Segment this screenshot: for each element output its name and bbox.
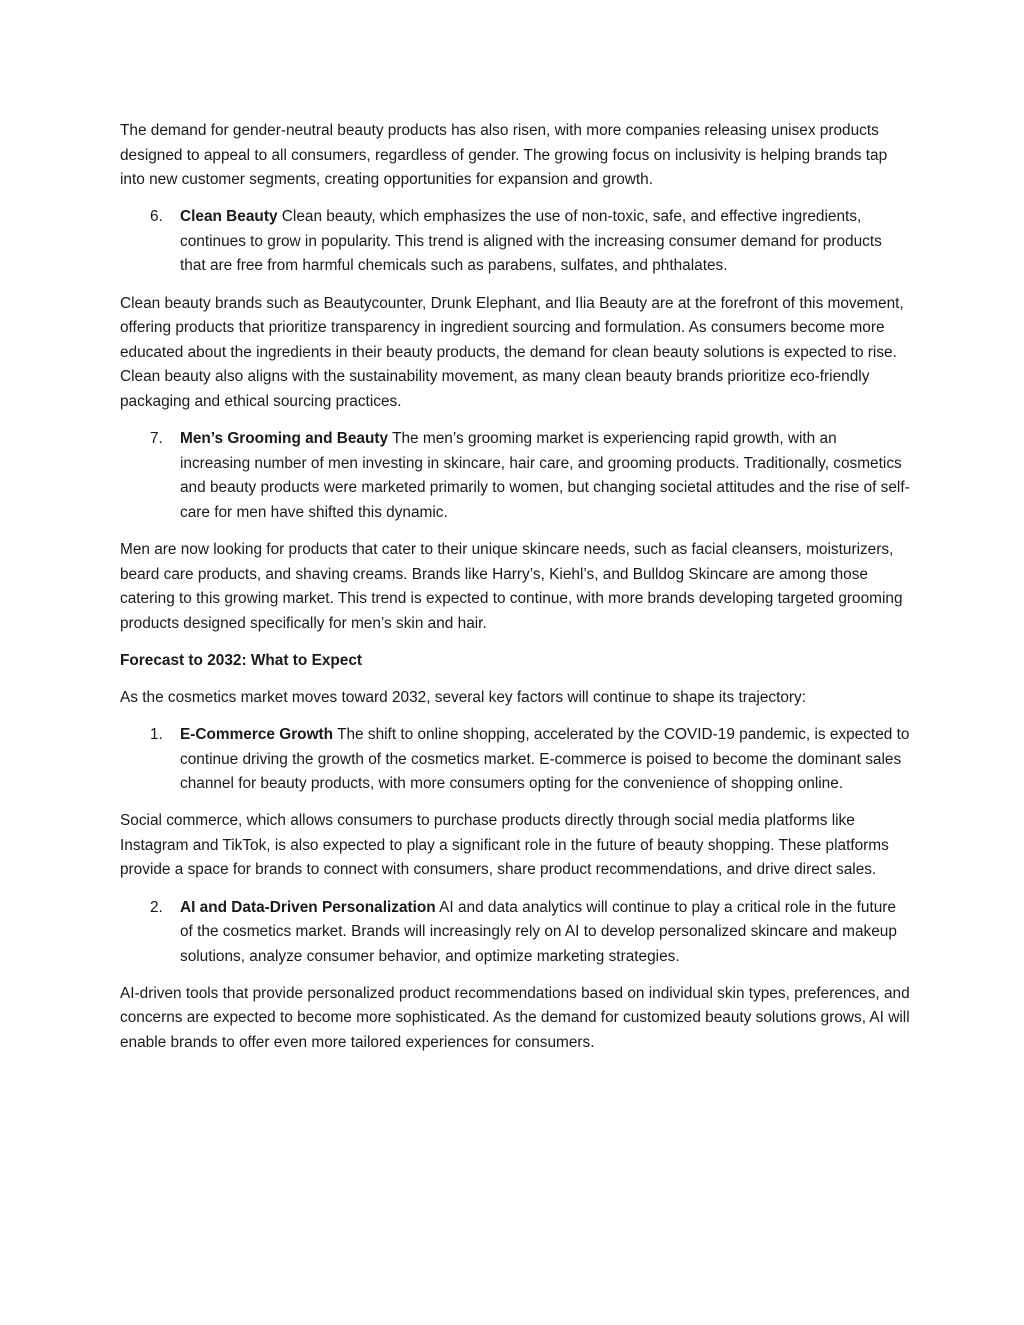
list-item-text: The shift to online shopping, accelerated by the COVID-19 pandemic, is expected to continue driving the growth of the cosmetics market. E-commerce is poised to become the dominant sales channel for beauty products, with more consumers opting for the convenience of shopping online. [180,725,910,793]
list-number: 7. [150,430,163,448]
paragraph-men-products: Men are now looking for products that cater to their unique skincare needs, such as facial cleansers, moisturizers, beard care products, and shaving creams. Brands like Harry’s, Kiehl’s, and Bulldog Skincare are among those catering to this growing market. This trend is expected to continue, with more brands developing targeted grooming products designed specifically for men’s skin and hair. [120,540,903,632]
list-item-text: The men’s grooming market is experiencing rapid growth, with an increasing number of men investing in skincare, hair care, and grooming products. Traditionally, cosmetics and beauty products were marketed primarily to women, but changing societal attitudes and the rise of self-care for men have shifted this dynamic. [180,430,910,521]
list-item-text: AI and data analytics will continue to play a critical role in the future of the cosmetics market. Brands will increasingly rely on AI to develop personalized skincare and makeup solutions, analyze consumer behavior, and optimize marketing strategies. [180,898,897,965]
list-item-title: AI and Data-Driven Personalization [180,898,436,916]
paragraph-social-commerce: Social commerce, which allows consumers to purchase products directly through social media platforms like Instagram and TikTok, is also expected to play a significant role in the future of beauty shopping. These platforms provide a space for brands to connect with consumers, share product recommendations, and drive direct sales. [120,812,889,879]
list-item-title: Clean Beauty [180,208,278,226]
paragraph-ai-tools: AI-driven tools that provide personalized product recommendations based on individual skin types, preferences, and concerns are expected to become more sophisticated. As the demand for customized beauty solutions grows, AI will enable brands to offer even more tailored experiences for consumers. [120,984,910,1051]
paragraph-clean-beauty-brands: Clean beauty brands such as Beautycounter, Drunk Elephant, and Ilia Beauty are at the forefront of this movement, offering products that prioritize transparency in ingredient sourcing and formulation. As consumers become more educated about the ingredients in their beauty products, the demand for clean beauty solutions is expected to rise. Clean beauty also aligns with the sustainability movement, as many clean beauty brands prioritize eco-friendly packaging and ethical sourcing practices. [120,294,904,410]
section-heading: Forecast to 2032: What to Expect [120,651,363,669]
paragraph-forecast-intro: As the cosmetics market moves toward 2032, several key factors will continue to shape its trajectory: [120,688,807,706]
list-item-clean-beauty [120,205,910,279]
list-item-text: Clean beauty, which emphasizes the use of non-toxic, safe, and effective ingredients, continues to grow in popularity. This trend is aligned with the increasing consumer demand for products that are free from harmful chemicals such as parabens, sulfates, and phthalates. [180,208,882,275]
paragraph-gender-neutral: The demand for gender-neutral beauty products has also risen, with more companies releasing unisex products designed to appeal to all consumers, regardless of gender. The growing focus on inclusivity is helping brands tap into new customer segments, creating opportunities for expansion and growth. [120,122,888,189]
list-item-mens-grooming [120,427,910,525]
document-page [120,119,910,1068]
list-item-title: E-Commerce Growth [180,725,334,743]
list-number: 1. [150,725,163,743]
list-item-ai-personalization [120,896,910,970]
list-item-title: Men’s Grooming and Beauty [180,430,389,448]
list-number: 6. [150,208,163,226]
list-item-ecommerce-growth [120,723,910,797]
list-number: 2. [150,898,163,916]
